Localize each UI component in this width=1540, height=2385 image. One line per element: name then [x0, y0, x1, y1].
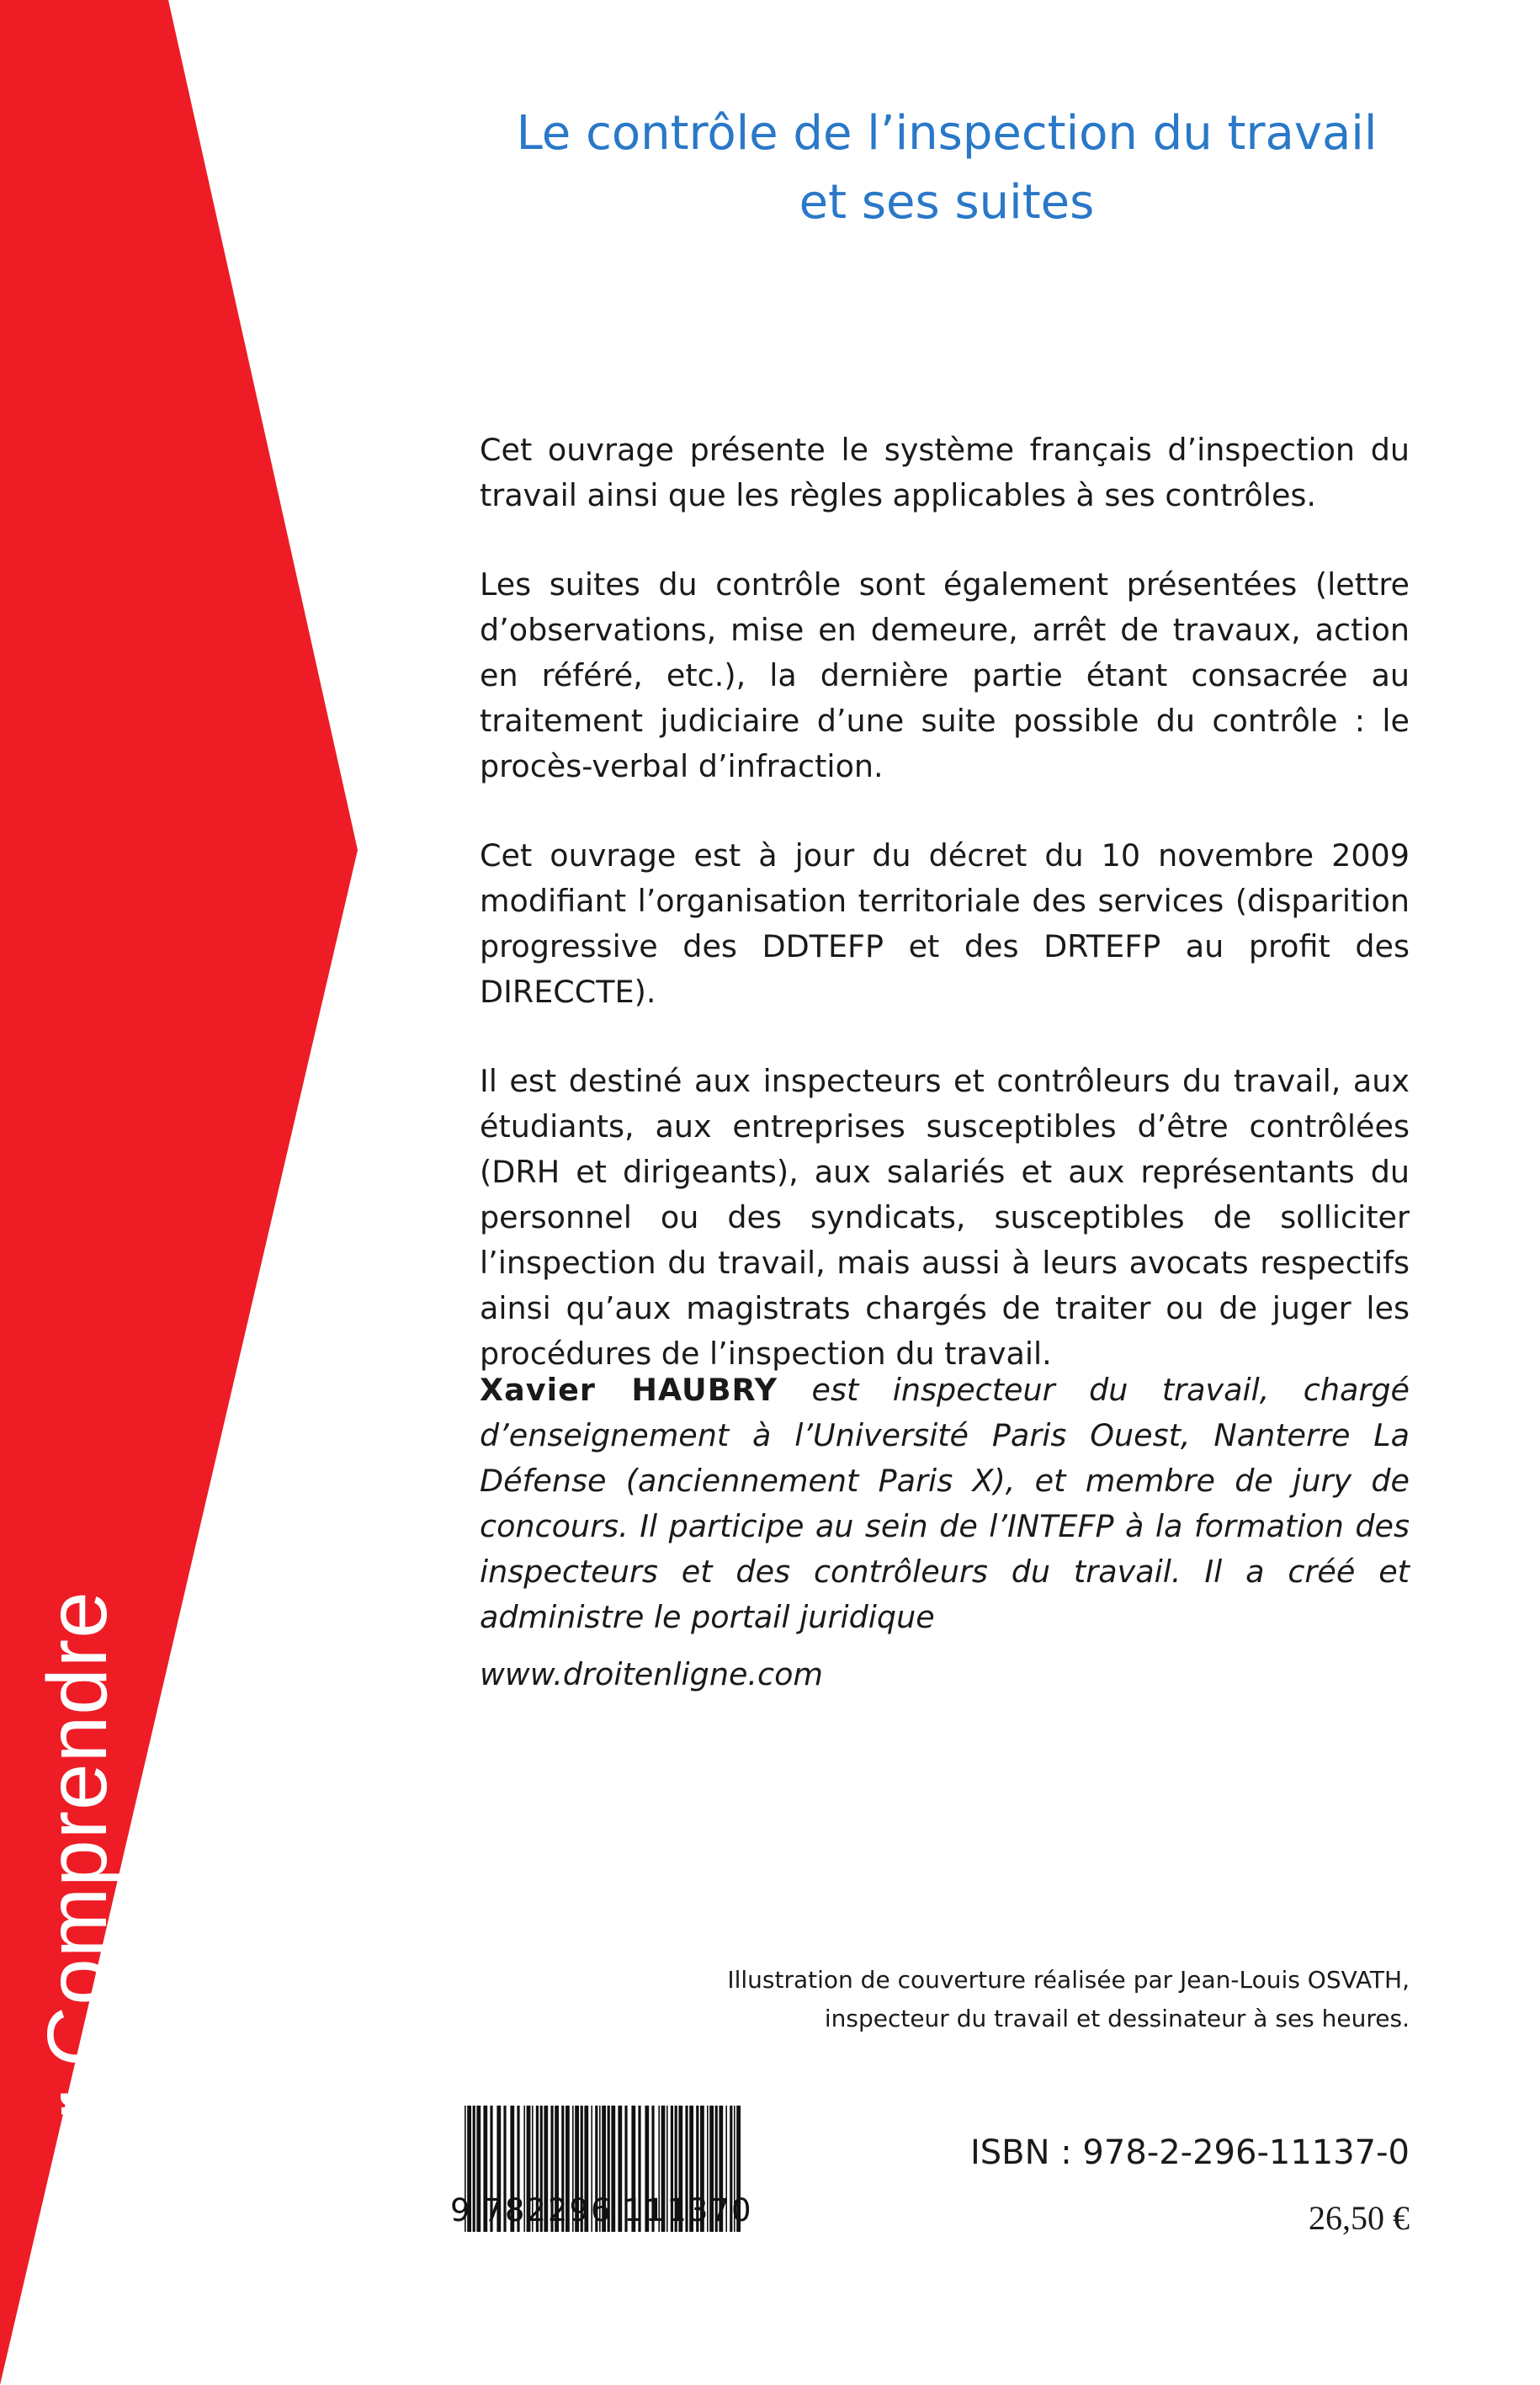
illustration-credit-line-1: Illustration de couverture réalisée par Jean-Louis OSVATH, — [727, 1966, 1410, 1994]
author-website: www.droitenligne.com — [480, 1656, 823, 1692]
description — [480, 428, 1410, 1421]
isbn: ISBN : 978-2-296-11137-0 — [969, 2133, 1410, 2172]
author-name: Xavier HAUBRY — [480, 1372, 778, 1408]
book-title-line-2: et ses suites — [799, 175, 1095, 230]
description-paragraph: Cet ouvrage présente le système français d’inspection du travail ainsi que les règles applicables à ses contrôles. — [480, 432, 1410, 513]
description-paragraph: Il est destiné aux inspecteurs et contrôleurs du travail, aux étudiants, aux entreprises susceptibles d’être contrôlées (DRH et dirigeants), aux salariés et aux représentants du personnel ou des syndicats, susceptibles de solliciter l’inspection du travail, mais aussi à leurs avocats respectifs ainsi qu’aux magistrats chargés de traiter ou de juger les procédures de l’inspection du travail. — [480, 1063, 1410, 1372]
book-title-line-1: Le contrôle de l’inspection du travail — [516, 106, 1378, 161]
price: 26,50 € — [1309, 2199, 1410, 2237]
barcode — [448, 2106, 757, 2274]
author-paragraph — [480, 1368, 1410, 1640]
series-label: Pour Comprendre — [30, 1591, 125, 2272]
description-paragraph: Les suites du contrôle sont également présentées (lettre d’observations, mise en demeure, arrêt de travaux, action en référé, etc.), la dernière partie étant consacrée au traitement judiciaire d’une suite possible du contrôle : le procès-verbal d’infraction. — [480, 566, 1410, 784]
book-title — [471, 99, 1422, 237]
author-bio: est inspecteur du travail, chargé d’enseignement à l’Université Paris Ouest, Nanterre La Défense (anciennement Paris X), et membre de jury de concours. Il participe au sein de l’INTEFP à la formation des inspecteurs et des contrôleurs du travail. Il a créé et administre le portail juridique — [480, 1372, 1410, 1635]
illustration-credit — [623, 1961, 1410, 2038]
illustration-credit-line-2: inspecteur du travail et dessinateur à ses heures. — [824, 2005, 1410, 2032]
author-biography — [480, 1368, 1410, 1697]
description-paragraph: Cet ouvrage est à jour du décret du 10 novembre 2009 modifiant l’organisation territoriale des services (disparition progressive des DDTEFP et des DRTEFP au profit des DIRECCTE). — [480, 837, 1410, 1010]
barcode-digits: 9 782296 111370 — [450, 2192, 753, 2228]
